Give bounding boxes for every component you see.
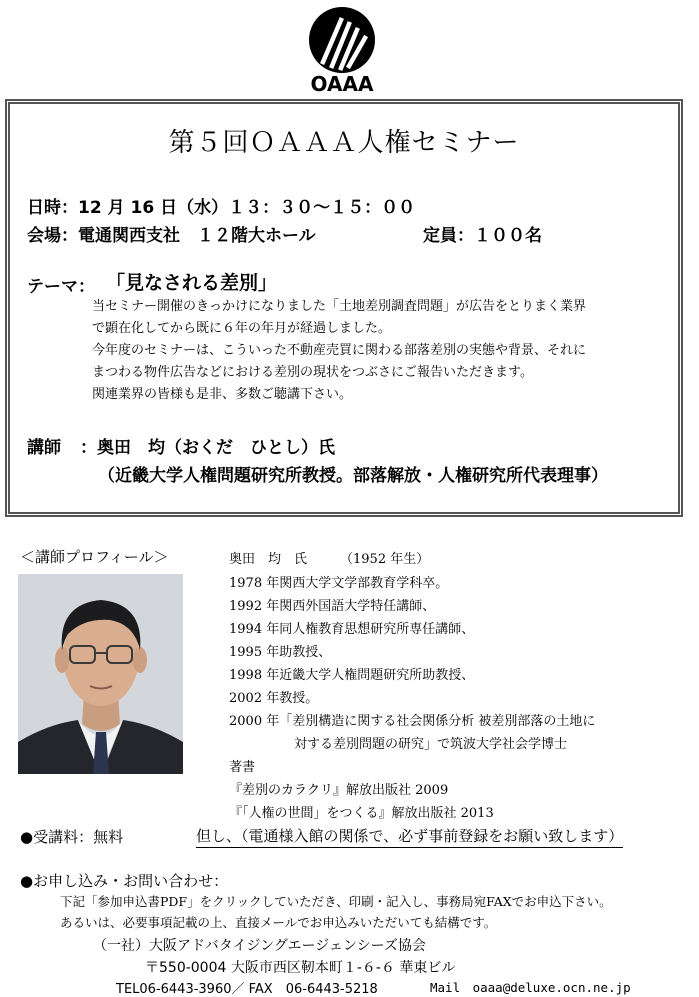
contact-tel-fax: TEL06-6443-3960／ FAX 06-6443-5218 bbox=[116, 982, 378, 997]
contact-instructions: 下記「参加申込書PDF」をクリックしていただき、印刷・記入し、事務局宛FAXでお申込下さい。 bbox=[60, 894, 612, 909]
lecturer-title: （近畿大学人権問題研究所教授。部落解放・人権研究所代表理事） bbox=[98, 466, 608, 486]
seminar-datetime: 日時：12 月 16 日（水）１３：３０～１５：００ bbox=[27, 198, 416, 218]
logo-text: OAAA bbox=[310, 72, 374, 96]
profile-line: 1995 年助教授、 bbox=[229, 645, 332, 660]
theme-title: 「見なされる差別」 bbox=[106, 272, 278, 294]
profile-birth: （1952 年生） bbox=[340, 552, 430, 567]
organization-name: （一社）大阪アドバタイジングエージェンシーズ協会 bbox=[93, 938, 426, 954]
seminar-venue: 会場：電通関西支社 １２階大ホール bbox=[27, 226, 316, 246]
description-line: 今年度のセミナーは、こういった不動産売買に関わる部落差別の実態や背景、それに bbox=[92, 343, 587, 358]
profile-line: 2000 年「差別構造に関する社会関係分析 被差別部落の土地に bbox=[229, 714, 596, 729]
contact-email[interactable]: Mail oaaa@deluxe.ocn.ne.jp bbox=[430, 980, 631, 995]
profile-line: 1978 年関西大学文学部教育学科卒。 bbox=[229, 576, 449, 591]
fee-note-wrap bbox=[196, 825, 654, 848]
profile-line: 対する差別問題の研究」で筑波大学社会学博士 bbox=[229, 737, 568, 752]
description-line: 当セミナー開催のきっかけになりました「土地差別調査問題」が広告をとりまく業界 bbox=[92, 299, 587, 314]
fee-label: ●受講料：無料 bbox=[20, 828, 124, 846]
fee-note: 但し、（電通様入館の関係で、必ず事前登録をお願い致します） bbox=[196, 825, 623, 848]
profile-heading: ＜講師プロフィール＞ bbox=[20, 548, 169, 566]
profile-line: 『差別のカラクリ』解放出版社 2009 bbox=[229, 783, 449, 798]
organization-address: 〒550-0004 大阪市西区靭本町１-６-６ 華東ビル bbox=[145, 960, 456, 976]
description-line: まつわる物件広告などにおける差別の現状をつぶさにご報告いただきます。 bbox=[92, 365, 533, 380]
theme-label: テーマ： bbox=[27, 277, 95, 297]
profile-line: 1992 年関西外国語大学特任講師、 bbox=[229, 599, 436, 614]
page-title: 第５回ＯＡＡＡ人権セミナー bbox=[168, 128, 520, 158]
profile-line: 1998 年近畿大学人権問題研究所助教授、 bbox=[229, 668, 475, 683]
profile-line: 『「人権の世間」をつくる』解放出版社 2013 bbox=[229, 806, 494, 821]
lecturer-photo bbox=[18, 574, 183, 774]
contact-instructions-alt: あるいは、必要事項記載の上、直接メールでお申込みいただいても結構です。 bbox=[60, 915, 497, 930]
description-line: で顕在化してから既に６年の年月が経過しました。 bbox=[92, 321, 392, 336]
lecturer-name: ：奥田 均（おくだ ひとし）氏 bbox=[80, 438, 335, 458]
seminar-capacity: 定員：１００名 bbox=[423, 226, 542, 246]
profile-line: 著書 bbox=[229, 760, 256, 775]
lecturer-label: 講師 bbox=[27, 438, 61, 458]
profile-line: 2002 年教授。 bbox=[229, 691, 319, 706]
description-line: 関連業界の皆様も是非、多数ご聴講下さい。 bbox=[92, 387, 353, 402]
contact-heading: ●お申し込み・お問い合わせ： bbox=[20, 872, 229, 890]
profile-line: 1994 年同人権教育思想研究所専任講師、 bbox=[229, 622, 475, 637]
profile-name: 奥田 均 氏 bbox=[229, 552, 308, 567]
